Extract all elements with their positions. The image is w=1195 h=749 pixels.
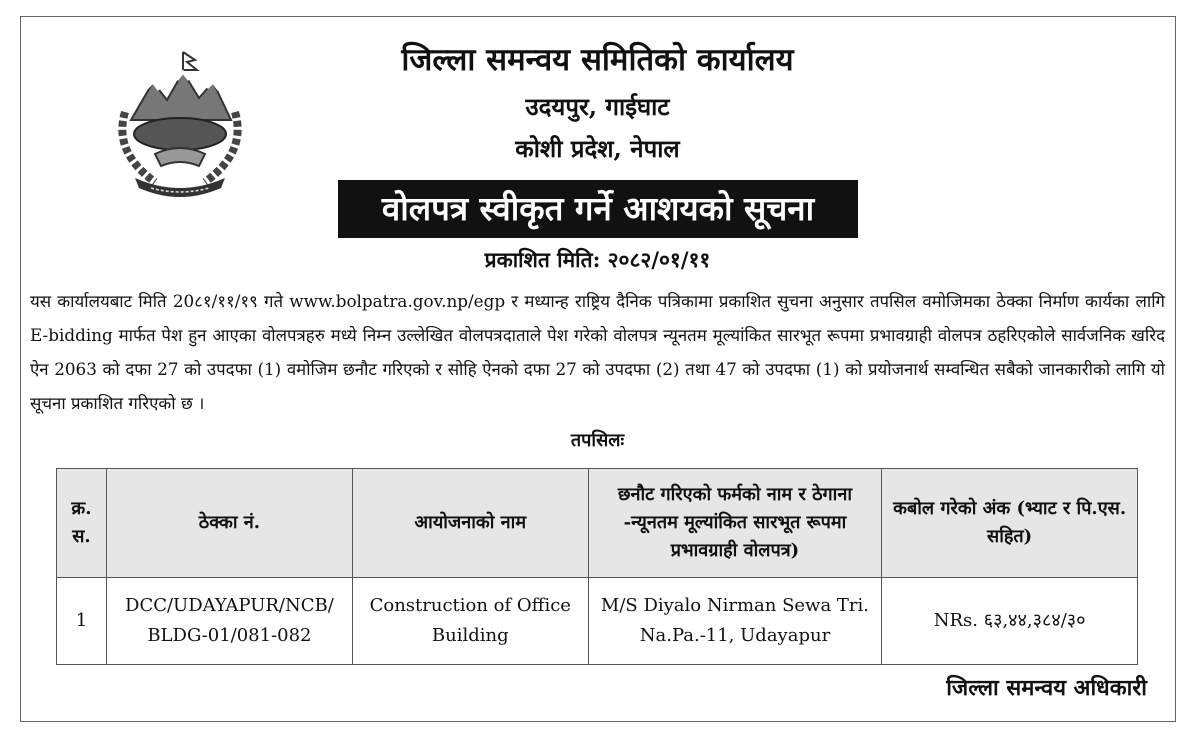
header-serial: क्र. स. [57, 469, 107, 578]
header-bid-amount: कबोल गरेको अंक (भ्याट र पि.एस. सहित) [882, 469, 1138, 578]
cell-selected-firm: M/S Diyalo Nirman Sewa Tri. Na.Pa.-11, Udayapur [588, 578, 882, 665]
published-date: प्रकाशित मिति: २०८२/०१/११ [484, 247, 711, 272]
header-selected-firm: छनौट गरिएको फर्मको नाम र ठेगाना -न्यूनतम मूल्यांकित सारभूत रूपमा प्रभावग्राही वोलपत्र) [588, 469, 882, 578]
cell-project-name: Construction of Office Building [352, 578, 588, 665]
office-location: उदयपुर, गाईघाट [525, 92, 670, 121]
header-contract-no: ठेक्का नं. [106, 469, 352, 578]
details-heading: तपसिलः [570, 430, 625, 451]
office-name: जिल्ला समन्वय समितिको कार्यालय [401, 42, 794, 78]
table-row [57, 578, 1138, 665]
notice-body-text: यस कार्यालयबाट मिति 20८१/११/१९ गते www.bolpatra.gov.np/egp र मध्यान्ह राष्ट्रिय दैनिक पत्रिकामा प्रकाशित सुचना अनुसार तपसिल वमोजिमका ठेक्का निर्माण कार्यका लागि E-bidding मार्फत पेश हुन आएका वोलपत्रहरु मध्ये निम्न उल्लेखित वोलपत्रदाताले पेश गरेको वोलपत्र न्यूनतम मूल्यांकित सारभूत रूपमा प्रभावग्राही वोलपत्र ठहरिएकोले सार्वजनिक खरिद ऐन 2063 को दफा 27 को उपदफा (1) वमोजिम छनौट गरिएको र सोहि ऐनको दफा 27 को उपदफा (2) तथा 47 को उपदफा (1) को प्रयोजनार्थ सम्वन्धित सबैको जानकारीको लागि यो सूचना प्रकाशित गरिएको छ । [30, 291, 1165, 413]
header-project-name: आयोजनाको नाम [352, 469, 588, 578]
bid-table [56, 468, 1138, 665]
cell-serial: 1 [57, 578, 107, 665]
cell-bid-amount: NRs. ६३,४४,३८४/३० [882, 578, 1138, 665]
office-province: कोशी प्रदेश, नेपाल [515, 134, 680, 163]
signature-title: जिल्ला समन्वय अधिकारी [946, 675, 1147, 701]
cell-contract-no: DCC/UDAYAPUR/NCB/ BLDG-01/081-082 [106, 578, 352, 665]
table-header-row [57, 469, 1138, 578]
notice-title-banner: वोलपत्र स्वीकृत गर्ने आशयको सूचना [338, 180, 858, 238]
